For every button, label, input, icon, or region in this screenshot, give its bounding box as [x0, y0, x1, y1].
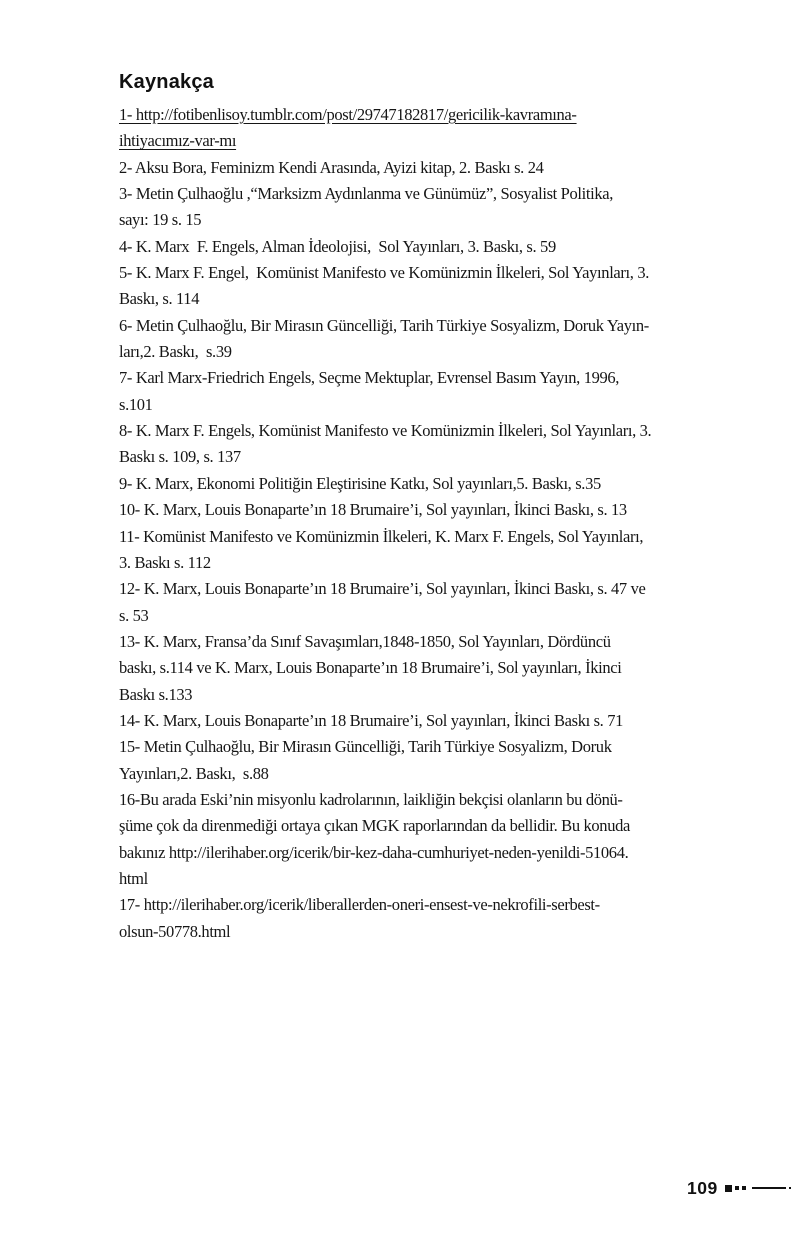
- reference-item-2: [119, 155, 704, 181]
- reference-text: şüme çok da direnmediği ortaya çıkan MGK raporlarından da bellidir. Bu konuda: [119, 816, 630, 836]
- reference-text: 12- K. Marx, Louis Bonaparte’ın 18 Brumaire’i, Sol yayınları, İkinci Baskı, s. 47 ve: [119, 579, 646, 599]
- reference-text: 16-Bu arada Eski’nin misyonlu kadrolarının, laikliğin bekçisi olanların bu dönü-: [119, 789, 623, 809]
- reference-text: html: [119, 868, 148, 888]
- reference-item-4: [119, 234, 704, 260]
- reference-text: s.101: [119, 394, 153, 414]
- reference-item-9: [119, 471, 704, 497]
- reference-text: baskı, s.114 ve K. Marx, Louis Bonaparte’ın 18 Brumaire’i, Sol yayınları, İkinci: [119, 658, 622, 678]
- bibliography-section: [119, 70, 704, 945]
- reference-text: 8- K. Marx F. Engels, Komünist Manifesto ve Komünizmin İlkeleri, Sol Yayınları, 3.: [119, 421, 652, 441]
- reference-item-17: [119, 892, 704, 945]
- reference-text: Yayınları,2. Baskı, s.88: [119, 763, 269, 783]
- reference-text: 5- K. Marx F. Engel, Komünist Manifesto ve Komünizmin İlkeleri, Sol Yayınları, 3.: [119, 263, 650, 283]
- reference-text: 4- K. Marx F. Engels, Alman İdeolojisi, Sol Yayınları, 3. Baskı, s. 59: [119, 236, 556, 256]
- reference-item-16: [119, 787, 704, 892]
- section-title: Kaynakça: [119, 71, 214, 93]
- reference-item-10: [119, 497, 704, 523]
- reference-item-5: [119, 260, 704, 313]
- reference-link-text[interactable]: 1- http://fotibenlisoy.tumblr.com/post/29747182817/gericilik-kavramına-: [119, 105, 577, 124]
- footer-square-small: [735, 1186, 740, 1191]
- reference-text: Baskı s. 109, s. 137: [119, 447, 241, 467]
- reference-text: 9- K. Marx, Ekonomi Politiğin Eleştirisine Katkı, Sol yayınları,5. Baskı, s.35: [119, 473, 601, 493]
- reference-text: 17- http://ilerihaber.org/icerik/liberallerden-oneri-ensest-ve-nekrofili-serbest-: [119, 895, 600, 915]
- reference-item-1[interactable]: [119, 102, 704, 155]
- reference-item-15: [119, 734, 704, 787]
- reference-text: olsun-50778.html: [119, 921, 231, 941]
- reference-text: ları,2. Baskı, s.39: [119, 342, 232, 362]
- reference-text: 6- Metin Çulhaoğlu, Bir Mirasın Güncelliği, Tarih Türkiye Sosyalizm, Doruk Yayın-: [119, 315, 649, 335]
- footer-square-small: [742, 1186, 747, 1191]
- footer-ornament: [725, 1185, 792, 1192]
- reference-text: Baskı, s. 114: [119, 289, 200, 309]
- footer-end-dot: [789, 1187, 792, 1190]
- reference-text: 14- K. Marx, Louis Bonaparte’ın 18 Brumaire’i, Sol yayınları, İkinci Baskı s. 71: [119, 710, 624, 730]
- footer-rule: [752, 1187, 786, 1190]
- reference-item-3: [119, 181, 704, 234]
- references-list: [119, 102, 704, 945]
- reference-item-12: [119, 576, 704, 629]
- reference-text: 2- Aksu Bora, Feminizm Kendi Arasında, Ayizi kitap, 2. Baskı s. 24: [119, 157, 544, 177]
- reference-text: 13- K. Marx, Fransa’da Sınıf Savaşımları,1848-1850, Sol Yayınları, Dördüncü: [119, 631, 611, 651]
- reference-item-14: [119, 708, 704, 734]
- reference-text: 7- Karl Marx-Friedrich Engels, Seçme Mektuplar, Evrensel Basım Yayın, 1996,: [119, 368, 620, 388]
- reference-text: Baskı s.133: [119, 684, 193, 704]
- reference-text: sayı: 19 s. 15: [119, 210, 202, 230]
- reference-item-6: [119, 313, 704, 366]
- reference-text: 10- K. Marx, Louis Bonaparte’ın 18 Brumaire’i, Sol yayınları, İkinci Baskı, s. 13: [119, 500, 627, 520]
- reference-item-13: [119, 629, 704, 708]
- reference-text: 3. Baskı s. 112: [119, 552, 211, 572]
- reference-link-text[interactable]: ihtiyacımız-var-mı: [119, 131, 237, 151]
- page-number: 109: [687, 1177, 718, 1198]
- reference-text: bakınız http://ilerihaber.org/icerik/bir-kez-daha-cumhuriyet-neden-yenildi-51064.: [119, 842, 629, 862]
- reference-text: 15- Metin Çulhaoğlu, Bir Mirasın Güncelliği, Tarih Türkiye Sosyalizm, Doruk: [119, 737, 612, 757]
- footer-square-large: [725, 1185, 732, 1192]
- reference-text: 11- Komünist Manifesto ve Komünizmin İlkeleri, K. Marx F. Engels, Sol Yayınları,: [119, 526, 644, 546]
- reference-text: 3- Metin Çulhaoğlu ,“Marksizm Aydınlanma ve Günümüz”, Sosyalist Politika,: [119, 184, 613, 204]
- reference-item-7: [119, 365, 704, 418]
- page-footer: [687, 1176, 791, 1200]
- reference-item-8: [119, 418, 704, 471]
- reference-item-11: [119, 524, 704, 577]
- reference-text: s. 53: [119, 605, 149, 625]
